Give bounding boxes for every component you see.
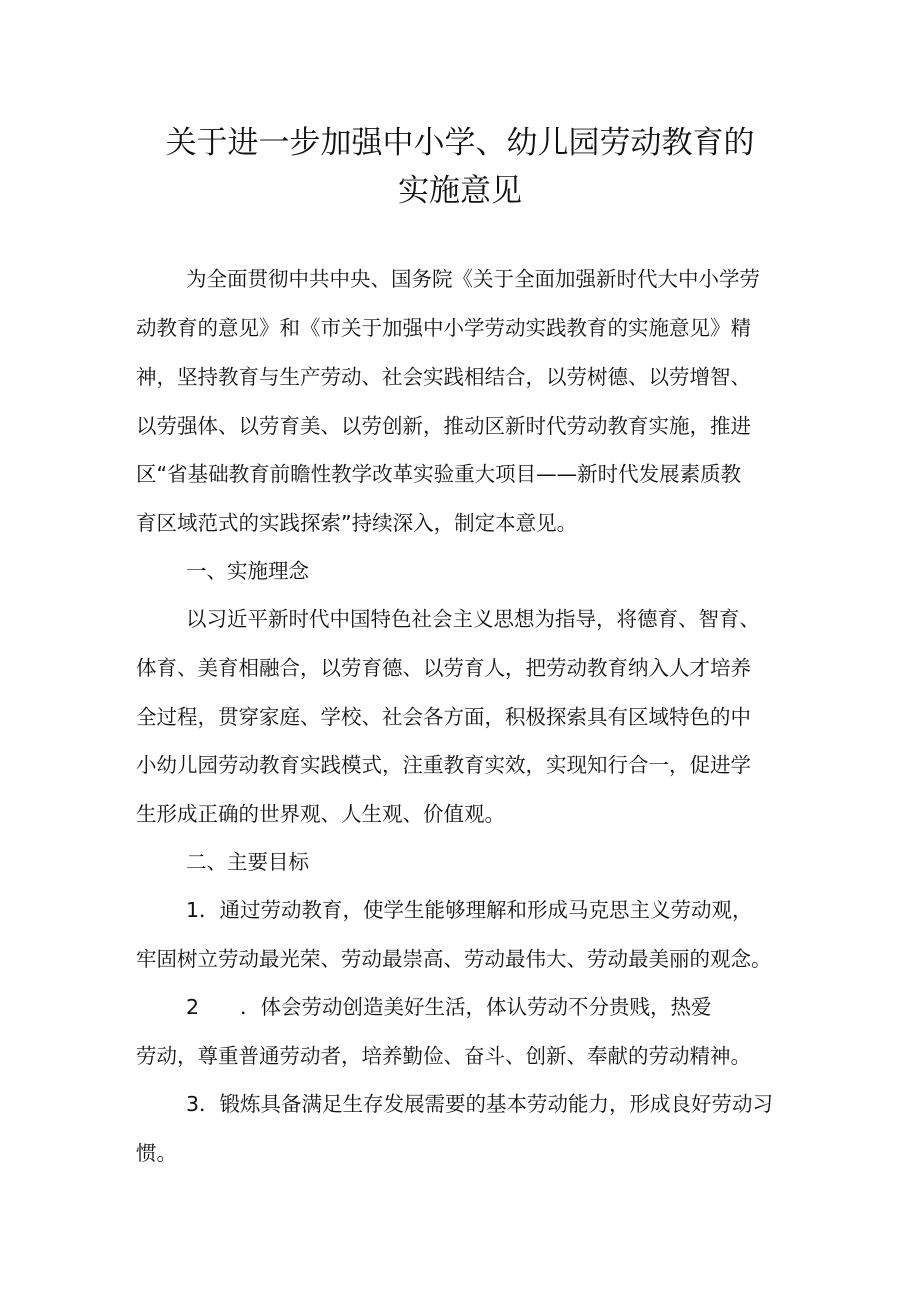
- section-heading-2: 二、主要目标: [186, 850, 309, 874]
- document-title-line-2: 实施意见: [398, 173, 522, 209]
- section1-line: 体育、美育相融合，以劳育德、以劳育人，把劳动教育纳入人才培养: [136, 656, 751, 680]
- goal-3-line: 惯。: [136, 1141, 177, 1165]
- intro-line: 为全面贯彻中共中央、国务院《关于全面加强新时代大中小学劳: [186, 267, 760, 291]
- goal-2-line: 2 ．体会劳动创造美好生活，体认劳动不分贵贱，热爱: [186, 995, 712, 1019]
- section1-line: 生形成正确的世界观、人生观、价值观。: [136, 802, 505, 826]
- document-title-line-1: 关于进一步加强中小学、幼儿园劳动教育的: [165, 125, 755, 161]
- intro-line: 神，坚持教育与生产劳动、社会实践相结合，以劳树德、以劳增智、: [136, 365, 751, 389]
- goal-1-line: 1．通过劳动教育，使学生能够理解和形成马克思主义劳动观，: [186, 898, 753, 922]
- intro-line: 区“省基础教育前瞻性教学改革实验重大项目——新时代发展素质教: [136, 462, 742, 486]
- intro-line: 以劳强体、以劳育美、以劳创新，推动区新时代劳动教育实施，推进: [136, 414, 751, 438]
- section1-line: 以习近平新时代中国特色社会主义思想为指导，将德育、智育、: [186, 607, 760, 631]
- goal-1-line: 牢固树立劳动最光荣、劳动最崇高、劳动最伟大、劳动最美丽的观念。: [136, 947, 772, 971]
- section1-line: 小幼儿园劳动教育实践模式，注重教育实效，实现知行合一，促进学: [136, 753, 751, 777]
- goal-3-line: 3．锻炼具备满足生存发展需要的基本劳动能力，形成良好劳动习: [186, 1092, 774, 1116]
- goal-2-line: 劳动，尊重普通劳动者，培养勤俭、奋斗、创新、奉献的劳动精神。: [136, 1044, 751, 1068]
- intro-line: 动教育的意见》和《市关于加强中小学劳动实践教育的实施意见》精: [136, 316, 751, 340]
- section-heading-1: 一、实施理念: [186, 559, 309, 583]
- section1-line: 全过程，贯穿家庭、学校、社会各方面，积极探索具有区域特色的中: [136, 705, 751, 729]
- intro-line: 育区域范式的实践探索”持续深入，制定本意见。: [136, 511, 578, 535]
